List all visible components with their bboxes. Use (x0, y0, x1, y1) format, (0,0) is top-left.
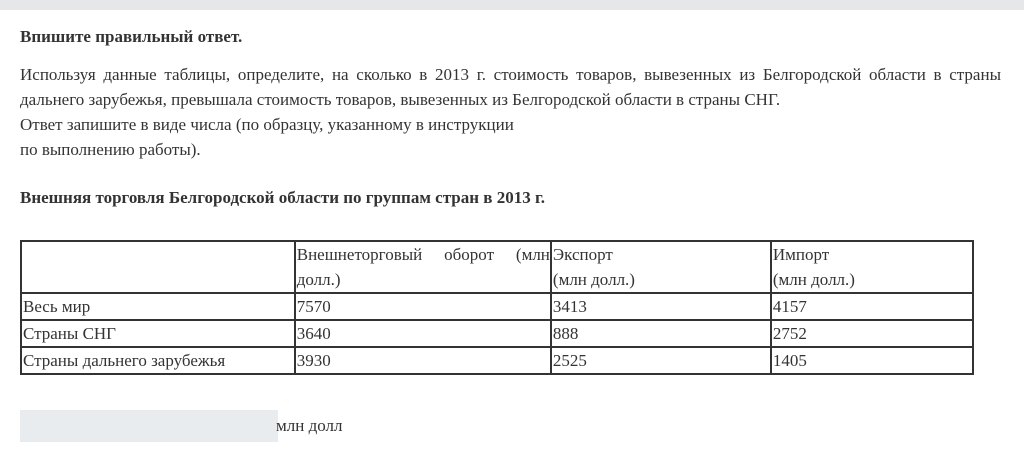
export-value: 888 (551, 320, 771, 347)
turnover-value: 3930 (295, 347, 551, 374)
task-instruction: Впишите правильный ответ. (20, 27, 243, 46)
header-export-label: Экспорт (552, 245, 613, 264)
answer-unit-label: млн долл (276, 416, 343, 435)
table-row (21, 347, 973, 374)
question-text (20, 62, 1001, 162)
question-line-2: Ответ запишите в виде числа (по образцу, указанному в инструкции (20, 115, 514, 134)
header-cell-empty (21, 241, 295, 293)
top-bar (0, 0, 1024, 10)
turnover-value: 3640 (295, 320, 551, 347)
question-line-3: по выполнению работы). (20, 140, 201, 159)
header-cell-import (771, 241, 973, 293)
task-content (20, 25, 1001, 210)
question-line-1: Используя данные таблицы, определите, на сколько в 2013 г. стоимость товаров, вывезенных из Белгородской области в страны дальнего зарубежья, превышала стоимость товаров, вывезенных из Белгородской области в страны СНГ. (20, 65, 1001, 109)
table-row (21, 320, 973, 347)
export-value: 3413 (551, 293, 771, 320)
header-export-unit: (млн долл.) (552, 270, 635, 289)
answer-input[interactable] (20, 410, 278, 442)
import-value: 2752 (771, 320, 973, 347)
table-row (21, 293, 973, 320)
header-import-label: Импорт (772, 245, 830, 264)
row-label: Страны СНГ (21, 320, 295, 347)
import-value: 4157 (771, 293, 973, 320)
row-label: Весь мир (21, 293, 295, 320)
turnover-value: 7570 (295, 293, 551, 320)
header-cell-turnover: Внешнеторговый оборот (млн долл.) (295, 241, 551, 293)
table-header-row (21, 241, 973, 293)
import-value: 1405 (771, 347, 973, 374)
header-cell-export (551, 241, 771, 293)
row-label: Страны дальнего зарубежья (21, 347, 295, 374)
header-import-unit: (млн долл.) (772, 270, 855, 289)
export-value: 2525 (551, 347, 771, 374)
table-title: Внешняя торговля Белгородской области по группам стран в 2013 г. (20, 188, 546, 207)
trade-table (20, 240, 974, 375)
